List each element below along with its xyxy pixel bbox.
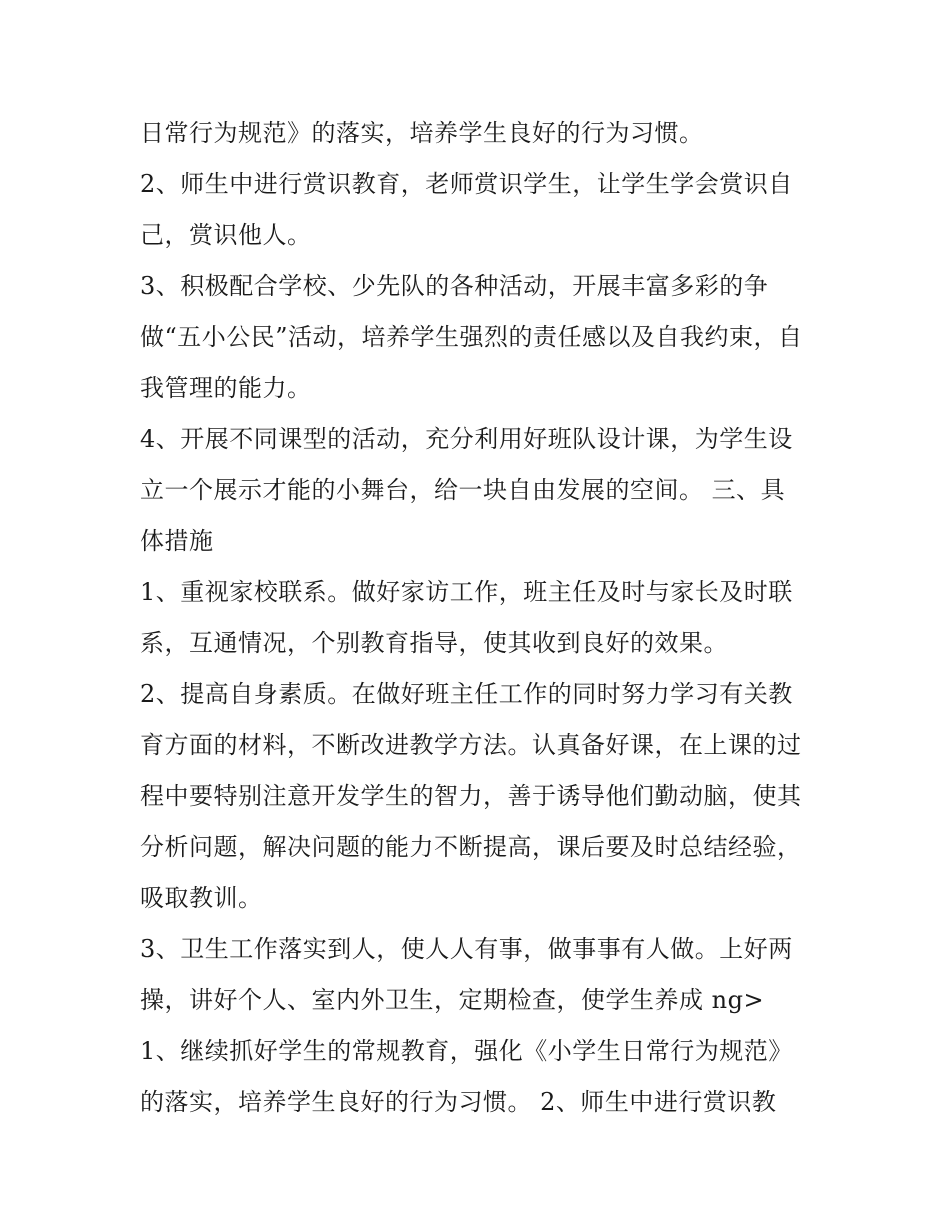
text-line: 体措施 [140, 527, 214, 555]
text-line: 己，赏识他人。 [140, 221, 312, 249]
text-line: 2、提高自身素质。在做好班主任工作的同时努力学习有关教 [140, 680, 793, 708]
body-text [140, 108, 830, 1128]
text-line: 4、开展不同课型的活动，充分利用好班队设计课，为学生设 [140, 425, 793, 453]
text-line: 的落实，培养学生良好的行为习惯。 2、师生中进行赏识教 [140, 1088, 777, 1116]
text-line: 操，讲好个人、室内外卫生，定期检查，使学生养成 ng> [140, 986, 765, 1014]
text-line: 立一个展示才能的小舞台，给一块自由发展的空间。 三、具 [140, 476, 786, 504]
text-line: 3、积极配合学校、少先队的各种活动，开展丰富多彩的争 [140, 272, 769, 300]
text-line: 做“五小公民”活动，培养学生强烈的责任感以及自我约束，自 [140, 323, 803, 351]
text-line: 1、重视家校联系。做好家访工作，班主任及时与家长及时联 [140, 578, 793, 606]
text-line: 3、卫生工作落实到人，使人人有事，做事事有人做。上好两 [140, 935, 793, 963]
text-line: 2、师生中进行赏识教育，老师赏识学生，让学生学会赏识自 [140, 170, 793, 198]
text-line: 分析问题，解决问题的能力不断提高，课后要及时总结经验， [140, 833, 802, 861]
text-line: 1、继续抓好学生的常规教育，强化《小学生日常行为规范》 [140, 1037, 793, 1065]
text-line: 我管理的能力。 [140, 374, 312, 402]
text-line: 育方面的材料，不断改进教学方法。认真备好课，在上课的过 [140, 731, 802, 759]
text-line: 程中要特别注意开发学生的智力，善于诱导他们勤动脑，使其 [140, 782, 802, 810]
text-line: 日常行为规范》的落实，培养学生良好的行为习惯。 [140, 119, 704, 147]
text-line: 系，互通情况，个别教育指导，使其收到良好的效果。 [140, 629, 728, 657]
text-line: 吸取教训。 [140, 884, 263, 912]
